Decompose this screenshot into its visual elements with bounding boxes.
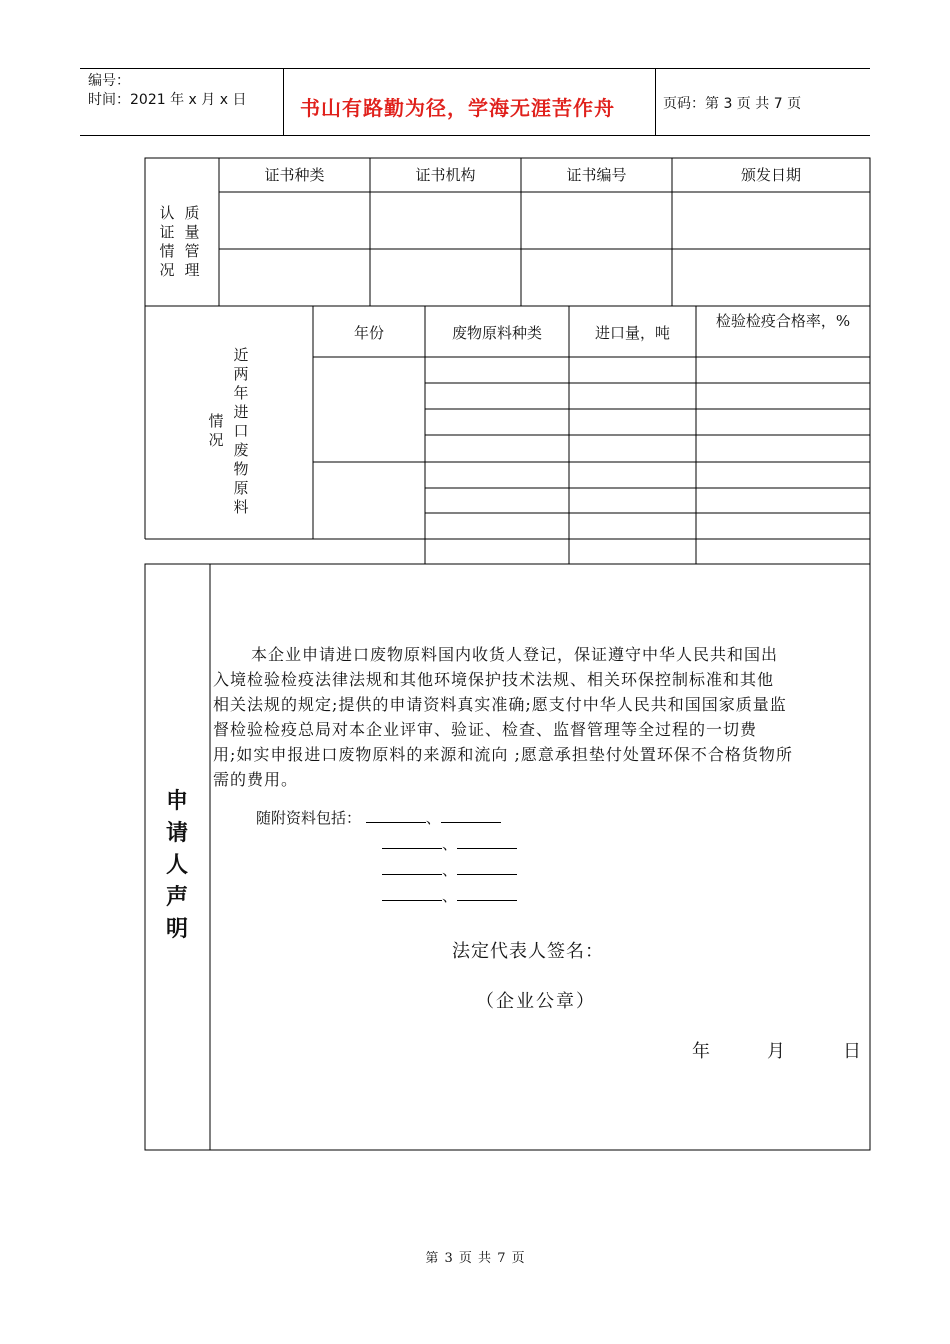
document-time-label: 时间：2021 年 x 月 x 日	[88, 92, 247, 108]
attachments-block	[256, 805, 517, 909]
declaration-line: 相关法规的规定;提供的申请资料真实准确;愿支付中华人民共和国国家质量监	[213, 695, 787, 714]
attachment-blank[interactable]	[457, 886, 517, 901]
attachment-blank[interactable]	[457, 860, 517, 875]
date-day-label: 日	[843, 1041, 861, 1062]
page-indicator: 页码：第 3 页 共 7 页	[663, 96, 802, 112]
separator: 、	[442, 861, 458, 879]
declaration-line: 用;如实申报进口废物原料的来源和流向 ;愿意承担垫付处置环保不合格货物所	[213, 745, 793, 764]
cert-row-label-inner: 质量管理	[184, 204, 200, 279]
declaration-line: 入境检验检疫法律法规和其他环境保护技术法规、相关环保控制标准和其他	[213, 670, 775, 689]
seal-label: （企业公章）	[476, 991, 596, 1012]
document-number-label: 编号：	[88, 73, 130, 89]
date-year-label: 年	[692, 1041, 710, 1062]
attachment-blank[interactable]	[441, 808, 501, 823]
page-footer: 第 3 页 共 7 页	[425, 1251, 525, 1266]
header-pass-rate: 检验检疫合格率，%	[715, 312, 851, 330]
header-cert-authority: 证书机构	[415, 166, 476, 184]
declaration-label: 申请人声明	[165, 789, 188, 942]
attachment-blank[interactable]	[382, 860, 442, 875]
import-row-label-outer: 情况	[208, 412, 224, 449]
cert-row-label-outer: 认证情况	[159, 204, 175, 279]
declaration-line: 需的费用。	[213, 770, 299, 789]
separator: 、	[442, 887, 458, 905]
header-year: 年份	[353, 324, 384, 342]
signature-label: 法定代表人签名：	[452, 941, 604, 962]
separator: 、	[442, 835, 458, 853]
header-cert-number: 证书编号	[566, 166, 627, 184]
header-issue-date: 颁发日期	[740, 166, 801, 184]
header-cert-type: 证书种类	[264, 166, 325, 184]
attachment-blank[interactable]	[366, 808, 426, 823]
header-import-volume: 进口量，吨	[594, 324, 670, 342]
declaration-line: 本企业申请进口废物原料国内收货人登记，保证遵守中华人民共和国出	[251, 645, 779, 664]
attachment-blank[interactable]	[382, 834, 442, 849]
separator: 、	[425, 809, 441, 827]
import-row-label-inner: 近两年进口废物原料	[233, 346, 249, 516]
header-motto: 书山有路勤为径，学海无涯苦作舟	[300, 96, 615, 120]
declaration-paragraph	[213, 642, 865, 792]
attachment-blank[interactable]	[382, 886, 442, 901]
date-month-label: 月	[767, 1041, 785, 1062]
declaration-line: 督检验检疫总局对本企业评审、验证、检查、监督管理等全过程的一切费	[213, 720, 758, 739]
attachments-label: 随附资料包括：	[256, 809, 362, 827]
header-material-type: 废物原料种类	[451, 324, 542, 342]
attachment-blank[interactable]	[457, 834, 517, 849]
